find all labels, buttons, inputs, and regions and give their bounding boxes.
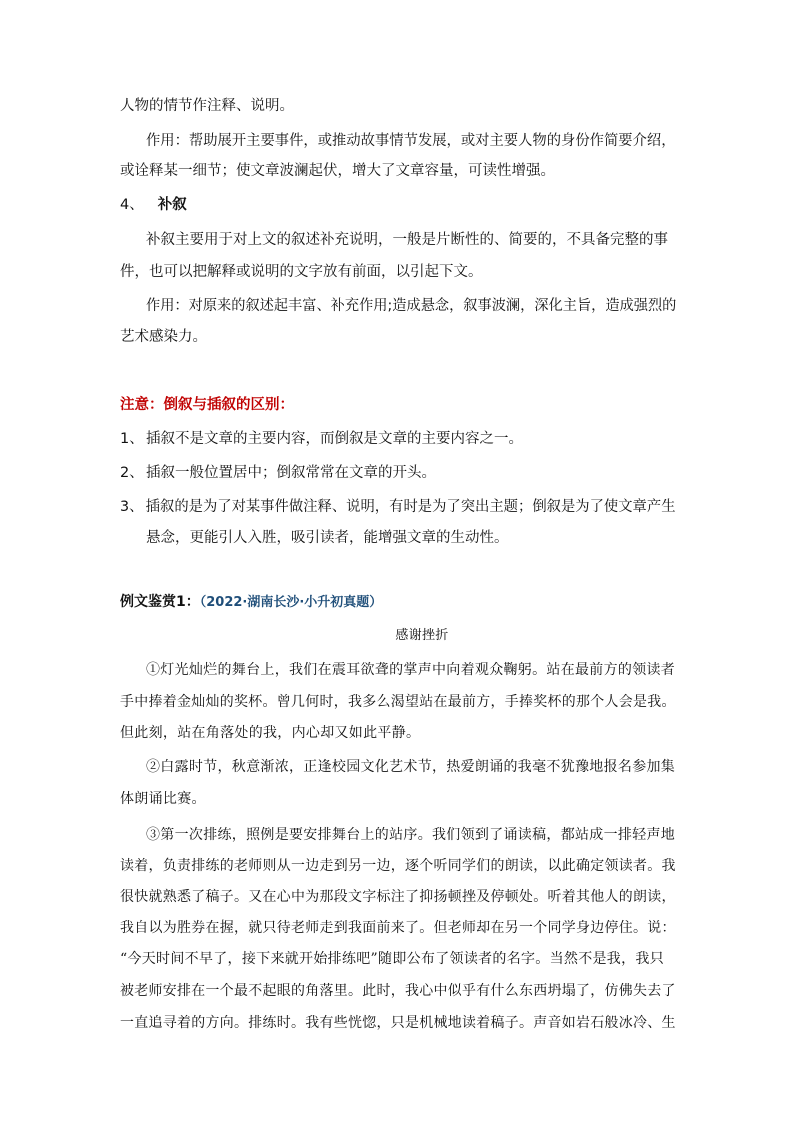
note-title: 注意：倒叙与插叙的区别： bbox=[120, 397, 294, 413]
note-item bbox=[120, 463, 436, 483]
note-item-number: 1、 bbox=[120, 431, 144, 447]
essay-line: 我自以为胜券在握，就只待老师走到我面前来了。但老师却在另一个同学身边停住。说： bbox=[120, 920, 676, 936]
essay-line: 手中捧着金灿灿的奖杯。曾几何时，我多么渴望站在最前方，手捧奖杯的那个人会是我。 bbox=[120, 694, 676, 710]
description-line: 件，也可以把解释或说明的文字放有前面，以引起下文。 bbox=[120, 264, 483, 280]
essay-line: 一直追寻着的方向。排练时。我有些恍惚，只是机械地读着稿子。声音如岩石般冰冷、生 bbox=[120, 1015, 676, 1031]
example-source: （2022·湖南长沙·小升初真题） bbox=[199, 595, 383, 610]
essay-line: 很快就熟悉了稿子。又在心中为那段文字标注了抑扬顿挫及停顿处。听着其他人的朗读， bbox=[120, 889, 676, 905]
note-item-number: 2、 bbox=[120, 465, 144, 481]
section-title: 补叙 bbox=[157, 197, 187, 213]
essay-line: 读着，负责排练的老师则从一边走到另一边，逐个听同学们的朗读，以此确定领读者。我 bbox=[120, 858, 676, 874]
note-item bbox=[120, 497, 676, 517]
note-item-text: 插叙的是为了对某事件做注释、说明，有时是为了突出主题；倒叙是为了使文章产生 bbox=[145, 499, 676, 515]
essay-title: 感谢挫折 bbox=[395, 628, 449, 643]
essay-line: 被老师安排在一个最不起眼的角落里。此时，我心中似乎有什么东西坍塌了，仿佛失去了 bbox=[120, 983, 676, 999]
effect-text-line: 或诠释某一细节；使文章波澜起伏，增大了文章容量，可读性增强。 bbox=[120, 163, 555, 179]
section-heading bbox=[120, 195, 187, 215]
essay-line: ③第一次排练，照例是要安排舞台上的站序。我们领到了诵读稿，都站成一排轻声地 bbox=[146, 827, 676, 843]
essay-line: 体朗诵比赛。 bbox=[120, 791, 206, 807]
essay-line: ②白露时节，秋意渐浓，正逢校园文化艺术节，热爱朗诵的我毫不犹豫地报名参加集 bbox=[146, 759, 676, 775]
effect-text-line: 作用：帮助展开主要事件，或推动故事情节发展，或对主要人物的身份作简要介绍， bbox=[146, 133, 676, 149]
example-header bbox=[120, 592, 382, 613]
note-item-text: 插叙不是文章的主要内容，而倒叙是文章的主要内容之一。 bbox=[146, 431, 523, 447]
essay-line: ①灯光灿烂的舞台上，我们在震耳欲聋的掌声中向着观众鞠躬。站在最前方的领读者 bbox=[146, 662, 676, 678]
example-label: 例文鉴赏1： bbox=[120, 594, 200, 610]
note-item-continuation: 悬念，更能引人入胜，吸引读者，能增强文章的生动性。 bbox=[146, 530, 509, 546]
section-number: 4、 bbox=[120, 197, 144, 213]
note-item-number: 3、 bbox=[120, 499, 144, 515]
effect-text-line: 作用：对原来的叙述起丰富、补充作用;造成悬念，叙事波澜，深化主旨，造成强烈的 bbox=[146, 298, 677, 314]
essay-line: 但此刻，站在角落处的我，内心却又如此平静。 bbox=[120, 725, 421, 741]
description-line: 补叙主要用于对上文的叙述补充说明，一般是片断性的、简要的，不具备完整的事 bbox=[146, 232, 668, 248]
note-item bbox=[120, 429, 523, 449]
essay-line: “今天时间不早了，接下来就开始排练吧”随即公布了领读者的名字。当然不是我，我只 bbox=[120, 951, 665, 967]
effect-text-line: 艺术感染力。 bbox=[120, 329, 207, 345]
note-item-text: 插叙一般位置居中；倒叙常常在文章的开头。 bbox=[146, 465, 436, 481]
continued-text: 人物的情节作注释、说明。 bbox=[120, 98, 294, 114]
